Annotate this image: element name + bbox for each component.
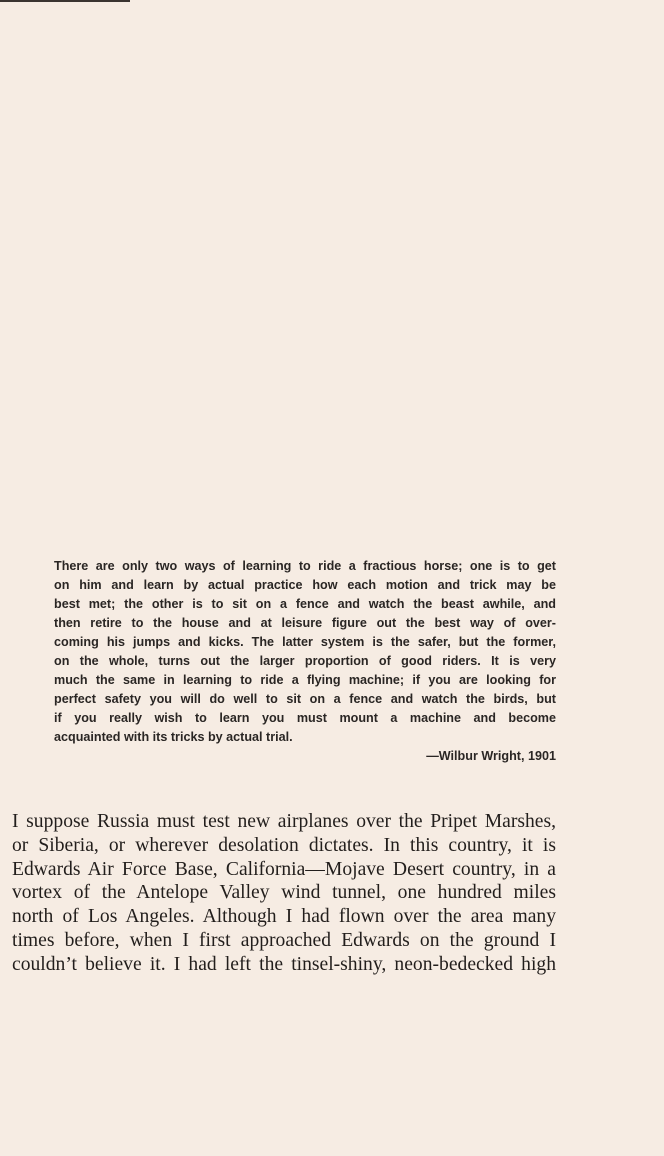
epigraph-line: if you really wish to learn you must mount a machine and become bbox=[54, 711, 556, 725]
body-line: vortex of the Antelope Valley wind tunnel, one hundred miles bbox=[12, 882, 556, 904]
epigraph-line: best met; the other is to sit on a fence and watch the beast awhile, and bbox=[54, 597, 556, 611]
body-line: I suppose Russia must test new airplanes over the Pripet Marshes, bbox=[12, 811, 556, 832]
epigraph-quote bbox=[54, 557, 556, 766]
top-rule bbox=[0, 0, 130, 2]
epigraph-line: coming his jumps and kicks. The latter system is the safer, but the former, bbox=[54, 635, 556, 649]
epigraph-line: then retire to the house and at leisure figure out the best way of over- bbox=[54, 616, 556, 630]
body-line: times before, when I first approached Edwards on the ground I bbox=[12, 929, 556, 951]
epigraph-attribution: —Wilbur Wright, 1901 bbox=[426, 749, 556, 763]
body-line: couldn’t believe it. I had left the tinsel-shiny, neon-bedecked high bbox=[12, 953, 556, 975]
epigraph-line: on the whole, turns out the larger proportion of good riders. It is very bbox=[54, 654, 556, 668]
epigraph-line: There are only two ways of learning to ride a fractious horse; one is to get bbox=[54, 559, 556, 573]
body-line: north of Los Angeles. Although I had flown over the area many bbox=[12, 906, 556, 928]
epigraph-line: on him and learn by actual practice how each motion and trick may be bbox=[54, 578, 556, 592]
epigraph-line: much the same in learning to ride a flying machine; if you are looking for bbox=[54, 673, 556, 687]
body-line: Edwards Air Force Base, California—Mojave Desert country, in a bbox=[12, 858, 556, 880]
body-paragraph bbox=[12, 810, 556, 977]
epigraph-line: perfect safety you will do well to sit on a fence and watch the birds, but bbox=[54, 692, 556, 706]
epigraph-line: acquainted with its tricks by actual trial. bbox=[54, 730, 293, 744]
body-line: or Siberia, or wherever desolation dictates. In this country, it is bbox=[12, 834, 556, 856]
